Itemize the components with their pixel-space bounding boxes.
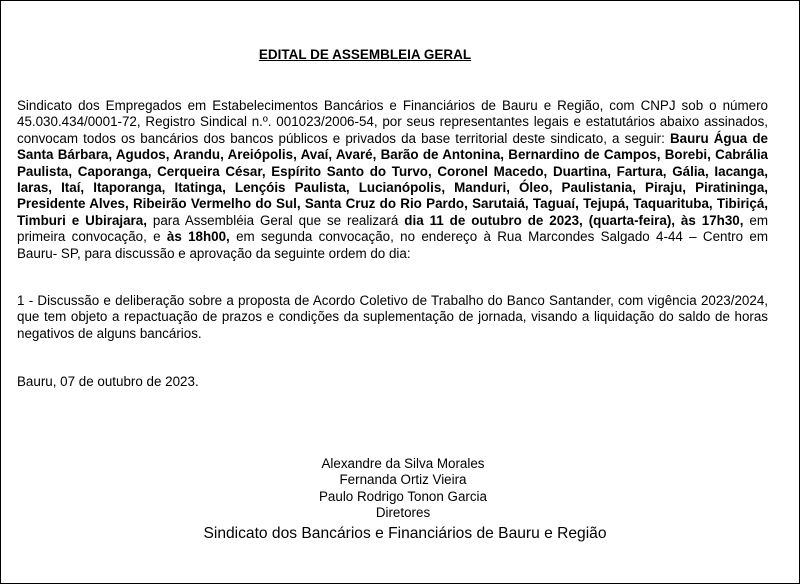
signatory-role: Diretores	[375, 505, 431, 521]
document-title	[1, 47, 799, 63]
para-segment-bold: às 18h00,	[166, 229, 230, 245]
signature-block	[1, 456, 800, 544]
organization-name: Sindicato dos Bancários e Financiários de Bauru e Região	[203, 524, 607, 542]
para-segment-bold: dia 11 de outubro de 2023, (quarta-feira), às 17h30,	[404, 212, 744, 228]
signatory-name: Alexandre da Silva Morales	[321, 456, 485, 471]
signatory-name: Paulo Rodrigo Tonon Garcia	[319, 488, 487, 504]
agenda-item: 1 - Discussão e deliberação sobre a proposta de Acordo Coletivo de Trabalho do Banco Santander, com vigência 2023/2024, que tem objeto a repactuação de prazos e condições da suplementação de jornada, visando a liquidação do saldo de horas negativos de alguns bancários.	[17, 293, 768, 341]
para-segment: para Assembléia Geral que se realizará	[146, 212, 405, 228]
para-segment-bold: Bauru Água de Santa Bárbara, Agudos, Arandu, Areiópolis, Avaí, Avaré, Barão de Antonina, Bernardino de Campos, Borebi, Cabrália Paulista, Caporanga, Cerqueira César, Espírito Santo do Turvo, Coronel Macedo, Duartina, Fartura, Gália, Iacanga, Iaras, Itaí, Itaporanga, Itatinga, Lençóis Paulista, Lucianópolis, Manduri, Óleo, Paulistania, Piraju, Piratininga, Presidente Alves, Ribeirão Vermelho do Sul, Santa Cruz do Rio Pardo, Sarutaiá, Taguaí, Tejupá, Taquarituba, Tibiriçá, Timburi e Ubirajara,	[17, 130, 768, 228]
para-segment: em segunda convocação, no endereço à Rua Marcondes Salgado 4-44 – Centro em Bauru- SP, para discussão e aprovação da seguinte ordem do dia:	[17, 229, 768, 261]
title-text: EDITAL DE ASSEMBLEIA GERAL	[258, 47, 472, 62]
date-line: Bauru, 07 de outubro de 2023.	[17, 374, 199, 389]
para-segment: em primeira convocação, e	[17, 212, 768, 245]
convocation-paragraph	[17, 98, 768, 262]
para-segment: Sindicato dos Empregados em Estabelecimentos Bancários e Financiários de Bauru e Região, com CNPJ sob o número 45.030.434/0001-72, Registro Sindical n.º. 001023/2006-54, por seus representantes legais e estatutários abaixo assinados, convocam todos os bancários dos bancos públicos e privados da base territorial deste sindicato, a seguir:	[17, 98, 768, 146]
signatory-name: Fernanda Ortiz Vieira	[339, 472, 467, 488]
